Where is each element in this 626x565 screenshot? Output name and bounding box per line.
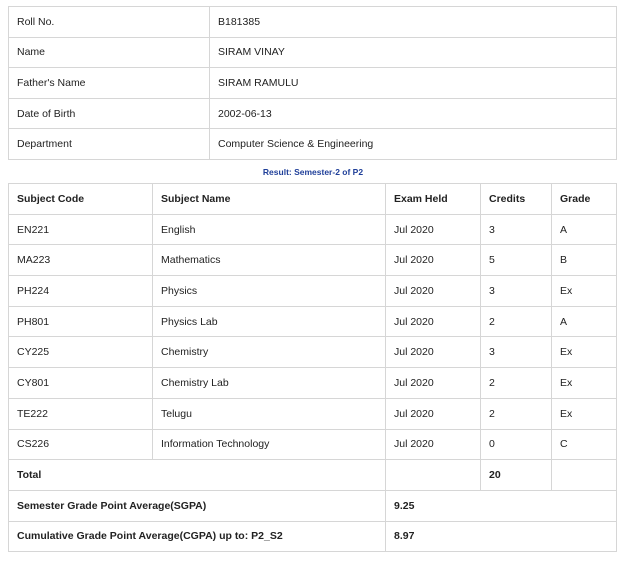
exam-held: Jul 2020 [386,398,481,429]
subject-name: Chemistry Lab [153,368,386,399]
subject-code: EN221 [9,214,153,245]
credits: 2 [481,398,552,429]
credits: 2 [481,306,552,337]
result-caption: Result: Semester-2 of P2 [262,167,364,177]
header-credits: Credits [481,184,552,215]
header-subject-name: Subject Name [153,184,386,215]
info-value: Computer Science & Engineering [210,129,617,160]
sgpa-row [9,490,617,521]
credits: 2 [481,368,552,399]
credits: 0 [481,429,552,460]
total-row [9,460,617,491]
info-label: Department [9,129,210,160]
subject-code: CS226 [9,429,153,460]
exam-held: Jul 2020 [386,337,481,368]
sgpa-value: 9.25 [386,490,617,521]
info-row-name [9,37,617,68]
sgpa-label: Semester Grade Point Average(SGPA) [9,490,386,521]
credits: 3 [481,214,552,245]
table-row [9,368,617,399]
info-label: Name [9,37,210,68]
subject-code: PH224 [9,276,153,307]
credits: 3 [481,337,552,368]
info-row-date-of-birth [9,98,617,129]
info-value: SIRAM RAMULU [210,68,617,99]
grade: B [552,245,617,276]
grade: A [552,306,617,337]
info-label: Date of Birth [9,98,210,129]
grade: Ex [552,276,617,307]
total-label: Total [9,460,386,491]
subject-name: Information Technology [153,429,386,460]
info-row-fathers-name [9,68,617,99]
exam-held: Jul 2020 [386,214,481,245]
info-label: Father's Name [9,68,210,99]
grade: Ex [552,398,617,429]
exam-held: Jul 2020 [386,429,481,460]
info-row-roll-no [9,7,617,38]
exam-held: Jul 2020 [386,245,481,276]
table-row [9,245,617,276]
exam-held: Jul 2020 [386,306,481,337]
subject-name: Chemistry [153,337,386,368]
cgpa-row [9,521,617,552]
subject-name: Telugu [153,398,386,429]
table-row [9,276,617,307]
subject-name: English [153,214,386,245]
credits: 5 [481,245,552,276]
subject-code: CY225 [9,337,153,368]
total-credits: 20 [481,460,552,491]
student-info-table [8,6,617,160]
table-row [9,398,617,429]
grade: A [552,214,617,245]
info-value: 2002-06-13 [210,98,617,129]
subject-name: Physics [153,276,386,307]
grade: Ex [552,368,617,399]
subject-name: Physics Lab [153,306,386,337]
subject-code: CY801 [9,368,153,399]
credits: 3 [481,276,552,307]
info-value: B181385 [210,7,617,38]
subject-code: TE222 [9,398,153,429]
cgpa-label: Cumulative Grade Point Average(CGPA) up to: P2_S2 [9,521,386,552]
table-row [9,429,617,460]
total-empty-cell [386,460,481,491]
exam-held: Jul 2020 [386,276,481,307]
grade: Ex [552,337,617,368]
header-subject-code: Subject Code [9,184,153,215]
grade: C [552,429,617,460]
header-grade: Grade [552,184,617,215]
result-table [8,183,617,552]
table-row [9,337,617,368]
info-label: Roll No. [9,7,210,38]
info-value: SIRAM VINAY [210,37,617,68]
result-header-row [9,184,617,215]
header-exam-held: Exam Held [386,184,481,215]
subject-code: MA223 [9,245,153,276]
subject-name: Mathematics [153,245,386,276]
cgpa-value: 8.97 [386,521,617,552]
total-empty-cell [552,460,617,491]
subject-code: PH801 [9,306,153,337]
exam-held: Jul 2020 [386,368,481,399]
info-row-department [9,129,617,160]
table-row [9,306,617,337]
table-row [9,214,617,245]
